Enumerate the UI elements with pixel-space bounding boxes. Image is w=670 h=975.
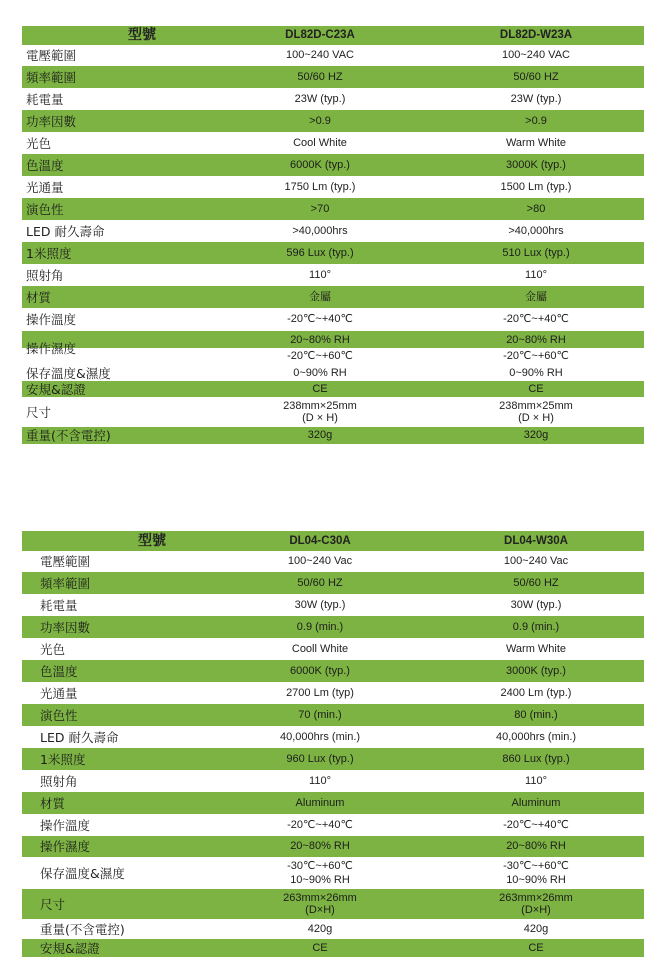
row-label: 耗電量 [26, 91, 64, 107]
row-value: 30W (typ.) [294, 598, 346, 611]
table-row [22, 176, 644, 198]
table-row [22, 770, 644, 792]
table-row [22, 88, 644, 110]
row-value: -20℃~+40℃ [503, 313, 569, 325]
row-value: -30℃~+60℃ [287, 860, 353, 872]
row-value: >0.9 [525, 114, 547, 127]
row-value: 50/60 HZ [297, 70, 343, 83]
row-label: 操作濕度 [40, 839, 91, 854]
row-label: 光通量 [40, 685, 78, 701]
row-value: 20~80% RH [290, 840, 350, 852]
table-row [22, 308, 644, 331]
row-value: -30℃~+60℃ [503, 860, 569, 872]
table-row [22, 792, 644, 814]
row-label: 演色性 [26, 201, 64, 217]
row-label: 照射角 [26, 267, 64, 283]
row-value: 6000K (typ.) [290, 158, 350, 171]
row-label: 操作濕度 [26, 340, 77, 356]
table-row [22, 264, 644, 286]
row-value: 100~240 VAC [286, 49, 354, 61]
row-value: 10~90% RH [290, 874, 350, 886]
table-row [22, 132, 644, 154]
row-value: -20℃~+60℃ [503, 350, 569, 362]
row-label: 材質 [40, 795, 66, 811]
row-value: 860 Lux (typ.) [502, 752, 570, 765]
row-value: 100~240 Vac [287, 555, 353, 567]
row-label: 功率因數 [40, 619, 91, 635]
row-value: >40,000hrs [292, 224, 348, 237]
row-value: 30W (typ.) [510, 598, 562, 611]
row-value: >40,000hrs [508, 224, 564, 237]
row-value: 110° [309, 774, 331, 787]
row-label: LED 耐久壽命 [26, 223, 105, 239]
row-value: CE [528, 941, 544, 954]
row-value: 3000K (typ.) [506, 158, 566, 171]
table-row [22, 381, 644, 397]
row-value: >0.9 [309, 114, 331, 127]
header-model-2: DL82D-W23A [499, 29, 573, 41]
row-label: 耗電量 [40, 597, 78, 613]
spec-table-dl04 [22, 531, 644, 957]
row-label: 重量(不含電控) [40, 921, 125, 937]
row-label: 安規&認證 [26, 381, 86, 397]
row-label: 色溫度 [40, 663, 78, 679]
row-label: 光色 [26, 135, 52, 151]
row-value: -20℃~+40℃ [287, 818, 353, 831]
row-value: 50/60 HZ [513, 576, 559, 589]
row-label: LED 耐久壽命 [40, 729, 119, 745]
row-value: 70 (min.) [298, 708, 342, 721]
spec-table-dl82d [22, 26, 644, 444]
row-value: 80 (min.) [514, 708, 558, 721]
row-value: 238mm×25mm [283, 400, 357, 412]
row-value: -20℃~+60℃ [287, 350, 353, 362]
row-value: (D × H) [518, 412, 554, 424]
row-value: (D×H) [521, 904, 551, 916]
header-model-1: DL04-C30A [289, 534, 351, 547]
table-row [22, 857, 644, 889]
row-value: 20~80% RH [506, 840, 566, 852]
row-value: (D × H) [302, 412, 338, 424]
row-value: 20~80% RH [290, 334, 350, 346]
row-value: 3000K (typ.) [506, 664, 566, 677]
table-row [22, 814, 644, 836]
row-value: 420g [523, 922, 549, 935]
table-row [22, 638, 644, 660]
row-value: 0.9 (min.) [512, 620, 560, 633]
row-value: CE [312, 941, 328, 954]
row-label: 操作溫度 [40, 817, 91, 833]
table-row [22, 66, 644, 88]
header-label: 型號 [138, 532, 166, 549]
row-label: 頻率範圍 [26, 69, 77, 85]
header-model-2: DL04-W30A [504, 534, 568, 547]
row-label: 電壓範圍 [26, 48, 77, 63]
table-row [22, 45, 644, 66]
row-value: >70 [310, 202, 330, 215]
table-row [22, 551, 644, 572]
table-row [22, 594, 644, 616]
row-label: 安規&認證 [40, 940, 100, 956]
row-value: (D×H) [305, 904, 335, 916]
table-row [22, 331, 644, 365]
table-row [22, 397, 644, 427]
row-label: 1米照度 [26, 245, 72, 261]
table-header-row [22, 26, 644, 45]
row-value: 金屬 [525, 290, 547, 303]
row-label: 尺寸 [40, 896, 66, 912]
row-value: Cool White [293, 136, 347, 149]
row-value: 320g [523, 429, 549, 441]
row-value: Cooll White [291, 642, 349, 655]
row-value: 100~240 VAC [502, 49, 570, 61]
row-value: 40,000hrs (min.) [495, 730, 577, 743]
row-value: Aluminum [295, 796, 345, 809]
row-value: 50/60 HZ [297, 576, 343, 589]
row-label: 1米照度 [40, 751, 86, 767]
table-row [22, 616, 644, 638]
row-value: 420g [307, 922, 333, 935]
row-value: CE [528, 382, 544, 395]
header-label: 型號 [128, 27, 156, 43]
table-row [22, 726, 644, 748]
table-row [22, 836, 644, 857]
table-header-row [22, 531, 644, 551]
row-label: 操作溫度 [26, 312, 77, 327]
row-value: 110° [309, 268, 331, 281]
row-value: 110° [525, 268, 547, 281]
table-row [22, 660, 644, 682]
table-row [22, 286, 644, 308]
row-label: 頻率範圍 [40, 575, 91, 591]
row-label: 尺寸 [26, 404, 52, 420]
row-label: 材質 [26, 289, 52, 305]
row-value: 596 Lux (typ.) [286, 246, 354, 259]
row-value: 0.9 (min.) [296, 620, 344, 633]
table-row [22, 889, 644, 919]
table-row [22, 704, 644, 726]
row-value: 110° [525, 774, 547, 787]
table-row [22, 242, 644, 264]
row-value: 23W (typ.) [510, 92, 562, 105]
table-row [22, 939, 644, 957]
row-label: 色溫度 [26, 157, 64, 173]
row-value: 10~90% RH [506, 874, 566, 886]
row-label: 演色性 [40, 707, 78, 723]
row-value: 100~240 Vac [503, 555, 569, 567]
row-value: 1750 Lm (typ.) [284, 180, 356, 193]
row-value: 6000K (typ.) [290, 664, 350, 677]
row-value: -20℃~+40℃ [287, 313, 353, 325]
row-value: 0~90% RH [509, 366, 563, 379]
row-value: 23W (typ.) [294, 92, 346, 105]
table-row [22, 427, 644, 444]
row-label: 照射角 [40, 773, 78, 789]
row-value: 50/60 HZ [513, 70, 559, 83]
table-row [22, 154, 644, 176]
row-value: Warm White [505, 642, 567, 655]
table-row [22, 198, 644, 220]
row-label: 功率因數 [26, 113, 77, 129]
row-value: 2700 Lm (typ) [286, 686, 354, 699]
row-value: -20℃~+40℃ [503, 818, 569, 831]
row-value: 510 Lux (typ.) [502, 246, 570, 259]
row-value: 20~80% RH [506, 334, 566, 346]
row-value: 40,000hrs (min.) [279, 730, 361, 743]
row-label: 光色 [40, 641, 66, 657]
row-value: 1500 Lm (typ.) [500, 180, 572, 193]
row-value: CE [312, 382, 328, 395]
row-value: 2400 Lm (typ.) [500, 686, 572, 699]
header-model-1: DL82D-C23A [285, 29, 355, 41]
table-row [22, 572, 644, 594]
row-label: 保存溫度&濕度 [26, 365, 111, 381]
row-label: 保存溫度&濕度 [40, 865, 125, 881]
row-value: >80 [526, 202, 546, 215]
row-label: 電壓範圍 [40, 554, 91, 569]
table-row [22, 110, 644, 132]
row-label: 重量(不含電控) [26, 428, 111, 443]
row-value: 320g [307, 429, 333, 441]
row-label: 光通量 [26, 179, 64, 195]
table-row [22, 682, 644, 704]
row-value: 960 Lux (typ.) [286, 752, 354, 765]
table-row [22, 748, 644, 770]
table-row [22, 919, 644, 939]
row-value: Aluminum [511, 796, 561, 809]
row-value: 238mm×25mm [499, 400, 573, 412]
row-value: 263mm×26mm [283, 892, 357, 904]
table-row [22, 220, 644, 242]
row-value: 0~90% RH [293, 366, 347, 379]
row-value: Warm White [505, 136, 567, 149]
row-value: 263mm×26mm [499, 892, 573, 904]
table-row [22, 365, 644, 381]
row-value: 金屬 [309, 290, 331, 303]
